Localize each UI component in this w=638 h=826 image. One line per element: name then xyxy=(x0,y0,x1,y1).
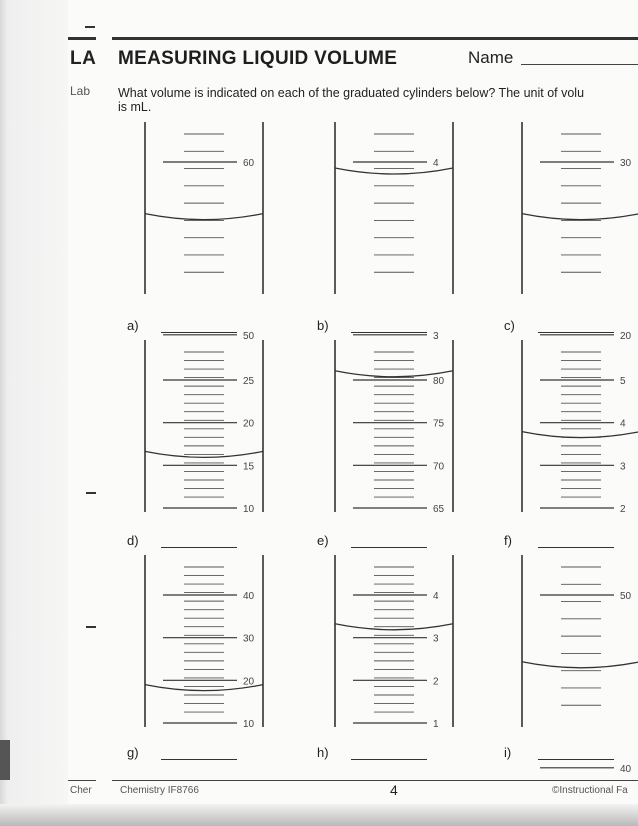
instructions-line-1: What volume is indicated on each of the graduated cylinders below? The unit of volu xyxy=(118,86,585,100)
tick-label: 4 xyxy=(620,418,626,430)
meniscus-curve xyxy=(522,214,638,220)
answer-label: c) xyxy=(504,318,515,333)
previous-page-footer-fragment: Cher xyxy=(70,785,92,796)
answer-blank[interactable] xyxy=(538,759,614,760)
header-rule xyxy=(112,37,638,40)
tick-label: 3 xyxy=(433,330,439,342)
answer-label: a) xyxy=(127,318,139,333)
previous-page-lab-fragment: Lab xyxy=(70,84,91,98)
meniscus-curve xyxy=(522,432,638,438)
tick-label: 3 xyxy=(433,633,439,645)
corner-dash xyxy=(85,26,95,28)
tick-label: 20 xyxy=(243,676,255,688)
answer-blank[interactable] xyxy=(538,547,614,548)
answer-blank[interactable] xyxy=(161,547,237,548)
tick-label: 5 xyxy=(620,376,626,387)
tick-label: 20 xyxy=(620,330,632,342)
page-bottom-shadow xyxy=(0,804,638,826)
footer-rule-left xyxy=(68,780,96,781)
meniscus-curve xyxy=(145,214,263,220)
binding-shadow xyxy=(0,740,10,780)
cylinder-drawing xyxy=(145,122,303,342)
tick-label: 75 xyxy=(433,418,445,430)
tick-label: 4 xyxy=(433,591,439,602)
footer-publisher: ©Instructional Fa xyxy=(552,785,628,796)
instructions xyxy=(118,86,638,114)
tick-label: 4 xyxy=(433,158,439,169)
answer-label: g) xyxy=(127,745,139,760)
previous-page-strip xyxy=(0,0,68,826)
tick-label: 1 xyxy=(433,719,439,730)
cylinder-drawing xyxy=(145,555,303,730)
answer-blank[interactable] xyxy=(351,759,427,760)
answer-label: b) xyxy=(317,318,329,333)
tick-label: 50 xyxy=(243,330,255,342)
tick-label: 40 xyxy=(620,763,632,775)
previous-page-header-fragment: LA xyxy=(70,48,97,69)
tick-label: 20 xyxy=(243,418,255,430)
answer-blank[interactable] xyxy=(538,332,614,333)
name-field-line[interactable] xyxy=(521,64,638,65)
tick-label: 3 xyxy=(620,461,626,473)
tick-label: 2 xyxy=(620,504,626,515)
cylinder-drawing xyxy=(335,340,493,515)
tick-label: 10 xyxy=(243,719,255,730)
answer-blank[interactable] xyxy=(161,332,237,333)
left-margin-dash xyxy=(86,626,96,628)
page-number: 4 xyxy=(390,782,398,798)
tick-label: 40 xyxy=(243,591,255,602)
answer-blank[interactable] xyxy=(351,547,427,548)
footer-book-title: Chemistry IF8766 xyxy=(120,785,199,796)
tick-label: 65 xyxy=(433,504,445,515)
cylinder-drawing xyxy=(522,122,638,342)
tick-label: 50 xyxy=(620,591,632,602)
answer-label: h) xyxy=(317,745,329,760)
cylinder-drawing xyxy=(145,340,303,515)
cylinder-drawing xyxy=(335,122,493,342)
page-title: MEASURING LIQUID VOLUME xyxy=(118,48,398,69)
cylinder-drawing xyxy=(335,555,493,730)
answer-label: i) xyxy=(504,745,512,760)
header-rule-left xyxy=(68,37,96,40)
footer-rule xyxy=(112,780,638,781)
answer-blank[interactable] xyxy=(161,759,237,760)
cylinder-drawing xyxy=(522,555,638,775)
answer-label: e) xyxy=(317,533,329,548)
tick-label: 30 xyxy=(243,633,255,645)
instructions-line-2: is mL. xyxy=(118,100,152,114)
meniscus-curve xyxy=(522,662,638,668)
left-margin-dash xyxy=(86,492,96,494)
tick-label: 80 xyxy=(433,376,445,387)
tick-label: 15 xyxy=(243,461,255,473)
tick-label: 2 xyxy=(433,676,439,688)
answer-label: d) xyxy=(127,533,139,548)
cylinder-drawing xyxy=(522,340,638,515)
tick-label: 60 xyxy=(243,158,255,169)
name-label: Name xyxy=(468,48,514,67)
answer-label: f) xyxy=(504,533,512,548)
tick-label: 70 xyxy=(433,461,445,473)
tick-label: 30 xyxy=(620,158,632,169)
tick-label: 25 xyxy=(243,376,255,387)
tick-label: 10 xyxy=(243,504,255,515)
answer-blank[interactable] xyxy=(351,332,427,333)
